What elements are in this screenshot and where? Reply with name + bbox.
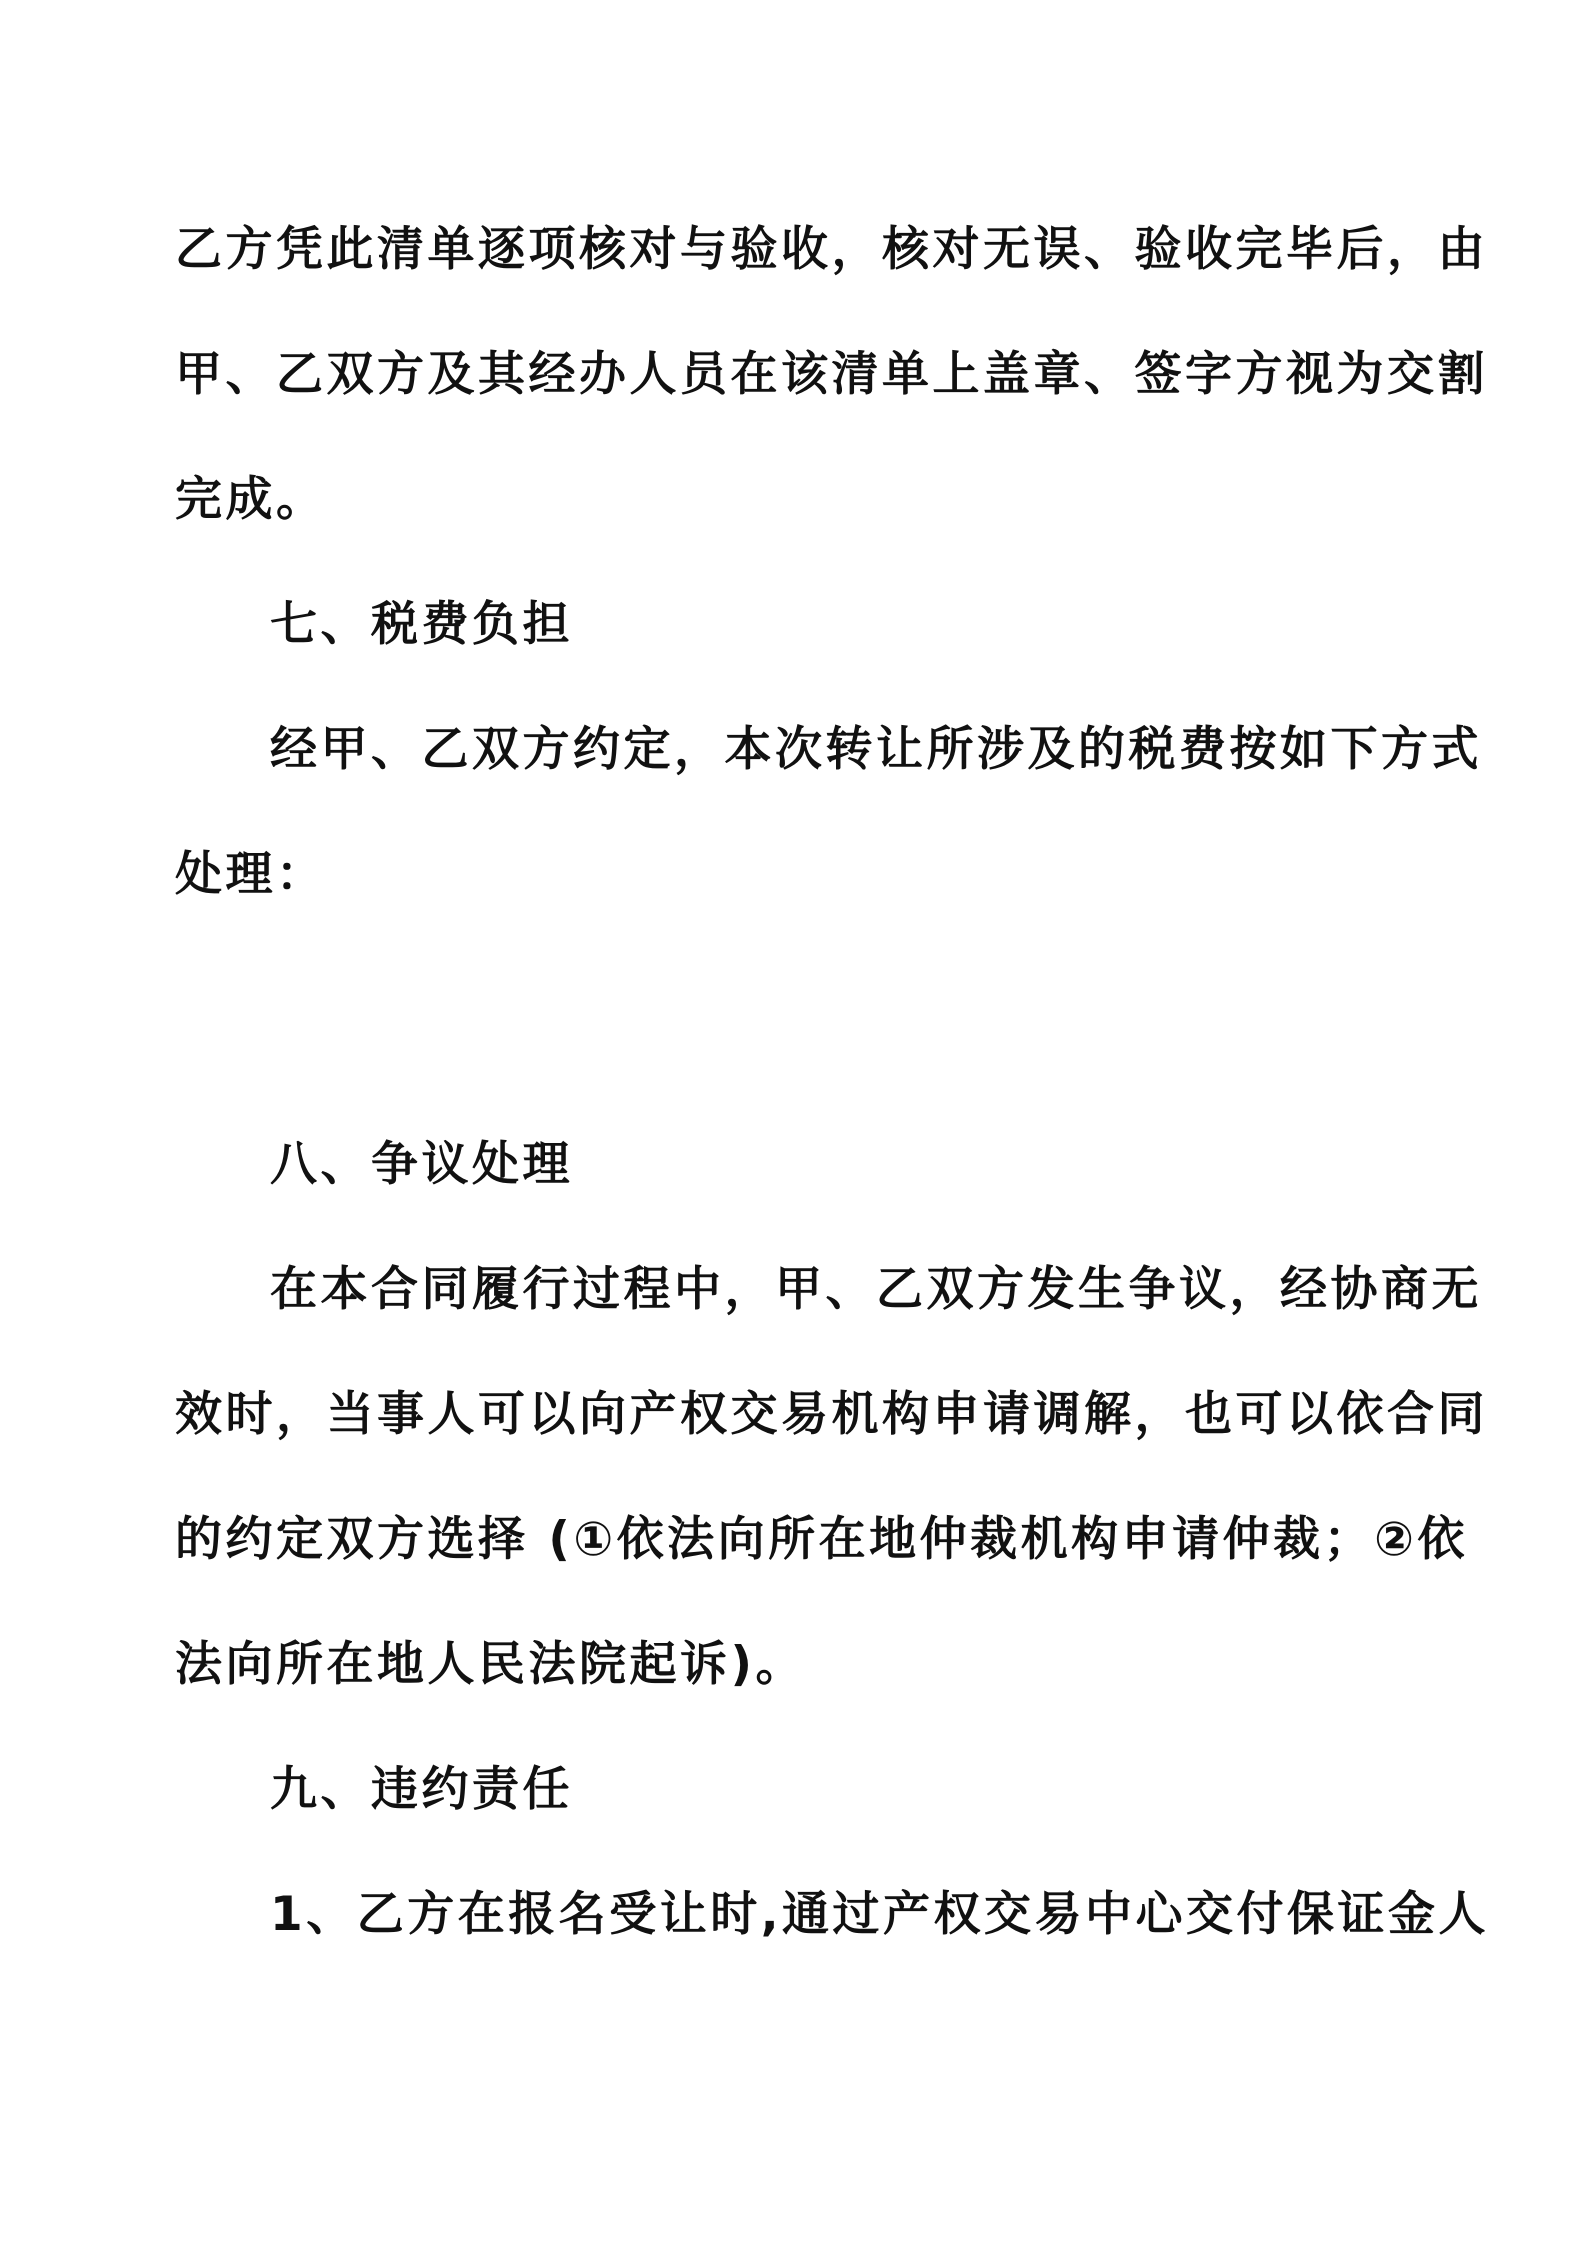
paragraph-line: 在本合同履行过程中，甲、乙双方发生争议，经协商无 xyxy=(270,1262,1482,1317)
paragraph-line: 处理： xyxy=(175,847,327,902)
paragraph-line: 完成。 xyxy=(175,472,327,527)
paragraph-line: 法向所在地人民法院起诉)。 xyxy=(175,1637,806,1692)
section-heading-tax: 七、税费负担 xyxy=(270,597,573,652)
section-heading-dispute: 八、争议处理 xyxy=(270,1137,573,1192)
paragraph-line: 1、乙方在报名受让时,通过产权交易中心交付保证金人 xyxy=(270,1887,1490,1942)
section-heading-breach: 九、违约责任 xyxy=(270,1762,573,1817)
paragraph-line: 效时，当事人可以向产权交易机构申请调解，也可以依合同 xyxy=(175,1387,1488,1442)
paragraph-line: 乙方凭此清单逐项核对与验收，核对无误、验收完毕后，由 xyxy=(175,222,1488,277)
paragraph-line: 经甲、乙双方约定，本次转让所涉及的税费按如下方式 xyxy=(270,722,1482,777)
paragraph-line: 甲、乙双方及其经办人员在该清单上盖章、签字方视为交割 xyxy=(175,347,1488,402)
paragraph-line: 的约定双方选择 (①依法向所在地仲裁机构申请仲裁；②依 xyxy=(175,1512,1468,1567)
